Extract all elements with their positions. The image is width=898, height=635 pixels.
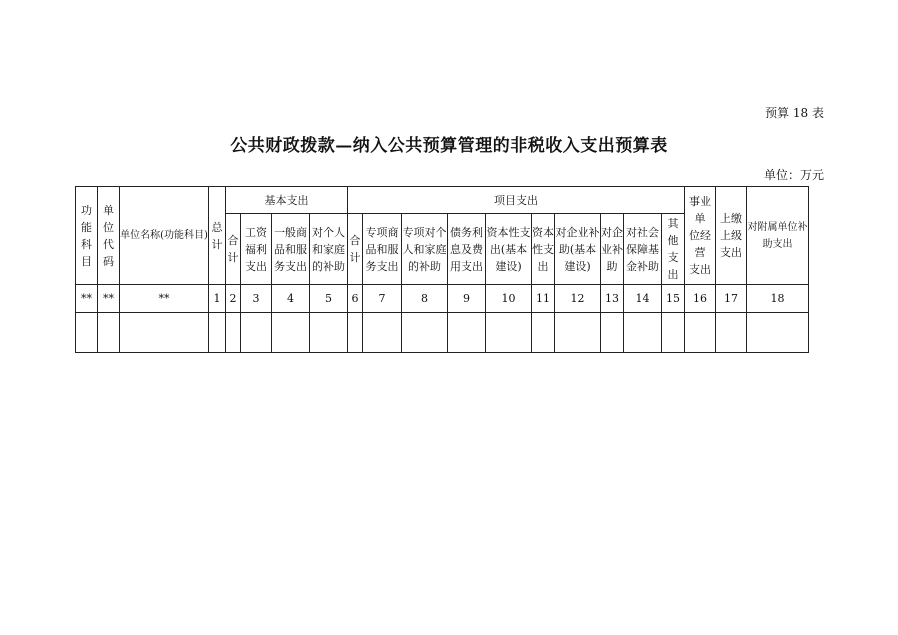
table-row-index: [76, 285, 809, 313]
table-cell: 4: [272, 285, 310, 313]
header-basic-group: 基本支出: [226, 187, 348, 214]
header-unit-code: 单 位 代 码: [98, 187, 120, 285]
table-cell: [310, 313, 348, 353]
table-cell: 1: [209, 285, 226, 313]
table-cell: 6: [348, 285, 363, 313]
table-cell: [241, 313, 272, 353]
table-cell: [716, 313, 747, 353]
table-cell: 15: [662, 285, 685, 313]
table-cell: 3: [241, 285, 272, 313]
table-cell: [532, 313, 555, 353]
header-project-group: 项目支出: [348, 187, 685, 214]
header-business-operating: 事业单 位经营 支出: [685, 187, 716, 285]
table-cell: [601, 313, 624, 353]
table-cell: [555, 313, 601, 353]
table-cell: [76, 313, 98, 353]
header-project-other: 其 他 支 出: [662, 214, 685, 285]
header-project-capital-construction: 资本性支 出(基本 建设): [486, 214, 532, 285]
header-project-debt-interest: 债务利 息及费 用支出: [448, 214, 486, 285]
header-project-enterprise-construction: 对企业补 助(基本 建设): [555, 214, 601, 285]
table-cell: [486, 313, 532, 353]
table-cell: [226, 313, 241, 353]
table-cell: **: [76, 285, 98, 313]
table-cell: 9: [448, 285, 486, 313]
table-cell: 16: [685, 285, 716, 313]
header-project-capital: 资本 性支 出: [532, 214, 555, 285]
header-basic-wages: 工资 福利 支出: [241, 214, 272, 285]
table-cell: [685, 313, 716, 353]
form-number: 预算 18 表: [765, 106, 824, 120]
table-cell: 8: [402, 285, 448, 313]
table-cell: [348, 313, 363, 353]
header-unit-name: 单位名称(功能科目): [120, 187, 209, 285]
table-cell: [448, 313, 486, 353]
budget-table: [75, 186, 809, 353]
header-project-enterprise: 对企 业补 助: [601, 214, 624, 285]
table-cell: [624, 313, 662, 353]
table-cell: [209, 313, 226, 353]
table-cell: [402, 313, 448, 353]
header-subsidy-affiliated: 对附属单位补 助支出: [747, 187, 809, 285]
table-cell: 18: [747, 285, 809, 313]
header-project-goods-services: 专项商 品和服 务支出: [363, 214, 402, 285]
header-basic-subtotal: 合 计: [226, 214, 241, 285]
header-project-household-subsidy: 专项对个 人和家庭 的补助: [402, 214, 448, 285]
table-cell: **: [120, 285, 209, 313]
table-cell: **: [98, 285, 120, 313]
table-cell: 13: [601, 285, 624, 313]
table-cell: 2: [226, 285, 241, 313]
table-cell: 14: [624, 285, 662, 313]
table-cell: [747, 313, 809, 353]
header-project-subtotal: 合 计: [348, 214, 363, 285]
table-cell: [363, 313, 402, 353]
table-cell: 17: [716, 285, 747, 313]
table-cell: [272, 313, 310, 353]
table-cell: [120, 313, 209, 353]
page-title: 公共财政拨款—纳入公共预算管理的非税收入支出预算表: [230, 136, 668, 156]
header-project-social-security: 对社会 保障基 金补助: [624, 214, 662, 285]
unit-label: 单位：万元: [763, 168, 824, 182]
table-cell: [98, 313, 120, 353]
table-cell: 10: [486, 285, 532, 313]
header-basic-household-subsidy: 对个人 和家庭 的补助: [310, 214, 348, 285]
table-cell: [662, 313, 685, 353]
header-pay-upper: 上缴 上级 支出: [716, 187, 747, 285]
table-cell: 11: [532, 285, 555, 313]
header-basic-goods-services: 一般商 品和服 务支出: [272, 214, 310, 285]
table-row-empty: [76, 313, 809, 353]
header-total: 总 计: [209, 187, 226, 285]
table-cell: 5: [310, 285, 348, 313]
table-cell: 12: [555, 285, 601, 313]
table-cell: 7: [363, 285, 402, 313]
header-func-subject: 功 能 科 目: [76, 187, 98, 285]
